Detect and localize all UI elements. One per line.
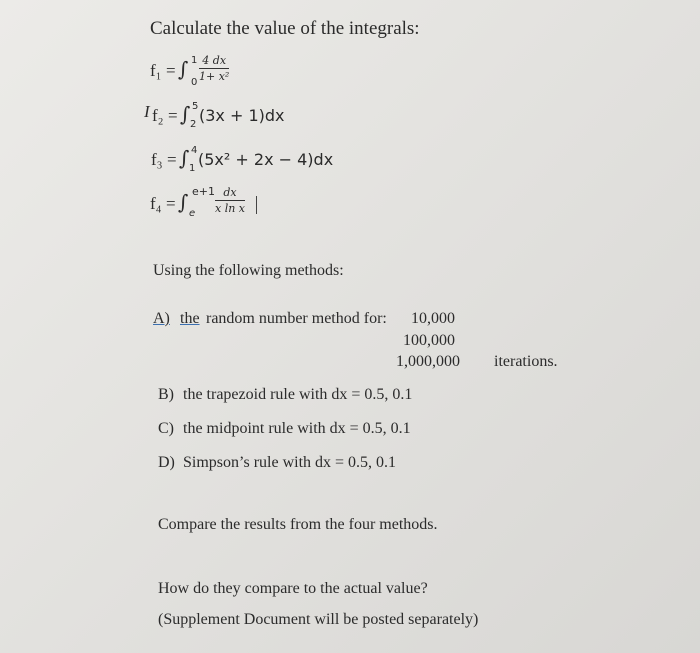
iterations-suffix: iterations. [494, 353, 558, 370]
f4-upper-limit: e+1 [192, 185, 215, 198]
pen-mark [256, 196, 257, 214]
integral-sign-icon: ∫ [178, 57, 189, 81]
method-a-letter: A) [153, 310, 170, 327]
integral-sign-icon: ∫ [180, 102, 191, 126]
f1-fraction [199, 54, 229, 83]
integral-sign-icon: ∫ [179, 146, 190, 170]
method-c-text: the midpoint rule with dx = 0.5, 0.1 [183, 420, 411, 437]
question-text: How do they compare to the actual value? [158, 580, 428, 597]
f3-upper-limit: 4 [191, 145, 198, 156]
f4-lower-limit: e [189, 208, 196, 219]
f3-lower-limit: 1 [189, 163, 196, 174]
f4-fraction [215, 186, 245, 215]
integral-sign-icon: ∫ [178, 190, 189, 214]
f4-equals: = [166, 194, 176, 213]
method-b-letter: B) [158, 386, 174, 403]
f2-integrand: (3x + 1)dx [199, 106, 285, 125]
f4-denominator: x ln x [215, 202, 246, 215]
f3-integrand: (5x² + 2x − 4)dx [198, 150, 334, 169]
supplement-note: (Supplement Document will be posted separately) [158, 611, 479, 628]
handwritten-mark: I [144, 102, 150, 121]
compare-instruction: Compare the results from the four methods. [158, 516, 438, 533]
iterations-1m: 1,000,000 [396, 353, 460, 370]
f1-upper-limit: 1 [191, 55, 198, 66]
f1-numerator: 4 dx [199, 54, 229, 69]
f1-denominator: 1+ x² [199, 70, 230, 83]
iterations-10k: 10,000 [411, 310, 455, 327]
f4-numerator: dx [215, 186, 245, 201]
method-a-text: random number method for: [206, 310, 387, 327]
method-a-underlined: the [180, 310, 200, 327]
f2-label: f₂ [152, 106, 164, 125]
methods-intro: Using the following methods: [153, 262, 344, 279]
method-d-text: Simpson’s rule with dx = 0.5, 0.1 [183, 454, 397, 471]
f1-label: f₁ [150, 61, 162, 80]
method-b-text: the trapezoid rule with dx = 0.5, 0.1 [183, 386, 413, 403]
f4-label: f₄ [150, 194, 162, 213]
f2-lower-limit: 2 [190, 119, 197, 130]
f1-lower-limit: 0 [191, 77, 198, 88]
iterations-100k: 100,000 [403, 332, 455, 349]
page-title: Calculate the value of the integrals: [150, 18, 420, 39]
method-d-letter: D) [158, 454, 175, 471]
f2-upper-limit: 5 [192, 101, 199, 112]
f1-equals: = [166, 61, 176, 80]
f2-equals: = [168, 106, 178, 125]
method-c-letter: C) [158, 420, 174, 437]
f3-label: f₃ [151, 150, 163, 169]
f3-equals: = [167, 150, 177, 169]
